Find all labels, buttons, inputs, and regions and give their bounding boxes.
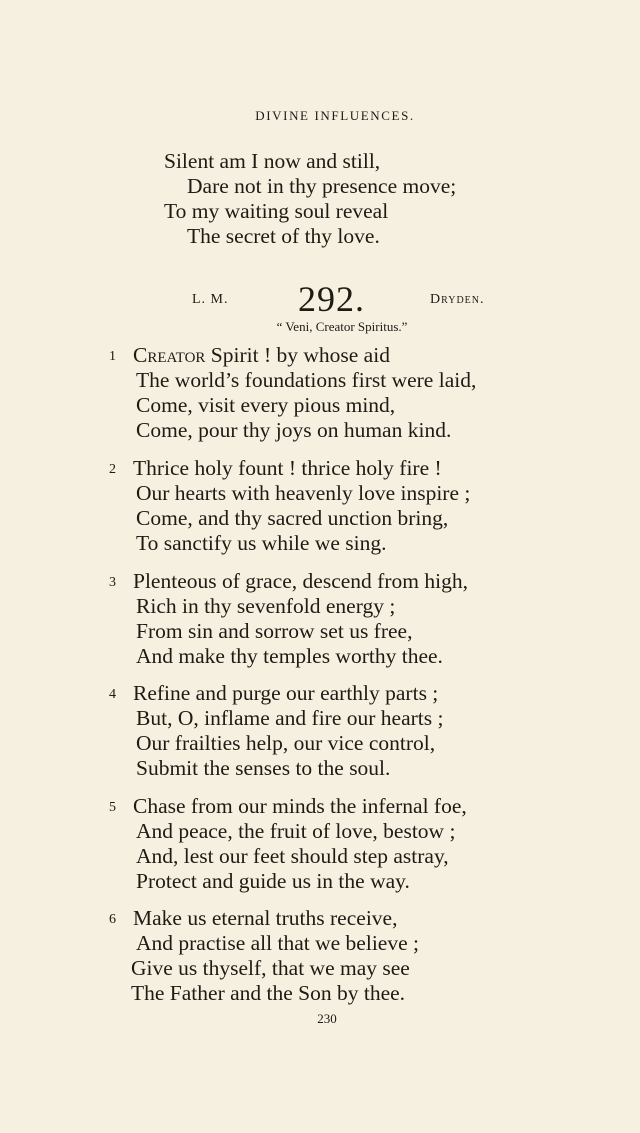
verse-line: And, lest our feet should step astray, bbox=[136, 844, 449, 868]
verse-line: Make us eternal truths receive, bbox=[133, 906, 398, 930]
verse-line: The secret of thy love. bbox=[187, 224, 380, 248]
stanza-number: 5 bbox=[109, 800, 116, 815]
verse-line: To my waiting soul reveal bbox=[164, 199, 389, 223]
stanza-number: 2 bbox=[109, 462, 116, 477]
page-number: 230 bbox=[317, 1011, 337, 1026]
hymn-number: 292. bbox=[298, 279, 365, 319]
verse-line: Rich in thy sevenfold energy ; bbox=[136, 594, 396, 618]
hymn-meter: L. M. bbox=[192, 292, 229, 307]
stanza-number: 4 bbox=[109, 687, 116, 702]
verse-line-rest: Spirit ! by whose aid bbox=[205, 343, 390, 367]
verse-line: The world’s foundations first were laid, bbox=[136, 368, 477, 392]
stanza-number: 3 bbox=[109, 575, 116, 590]
hymn-header bbox=[0, 278, 640, 319]
verse-line bbox=[133, 345, 390, 367]
verse-line: Give us thyself, that we may see bbox=[131, 956, 410, 980]
verse-line: Come, and thy sacred unction bring, bbox=[136, 506, 449, 530]
verse-line: And practise all that we believe ; bbox=[136, 931, 419, 955]
verse-line: Our hearts with heavenly love inspire ; bbox=[136, 481, 471, 505]
hymn-author: Dryden. bbox=[430, 292, 485, 307]
running-head: DIVINE INFLUENCES. bbox=[255, 108, 415, 123]
verse-line: The Father and the Son by thee. bbox=[131, 981, 406, 1005]
verse-line: Thrice holy fount ! thrice holy fire ! bbox=[133, 456, 442, 480]
verse-line: And make thy temples worthy thee. bbox=[136, 644, 443, 668]
verse-line: Refine and purge our earthly parts ; bbox=[133, 681, 439, 705]
verse-line: Submit the senses to the soul. bbox=[136, 756, 391, 780]
hymn-subtitle: “ Veni, Creator Spiritus.” bbox=[276, 319, 408, 334]
verse-line: Plenteous of grace, descend from high, bbox=[133, 569, 468, 593]
verse-line: Come, pour thy joys on human kind. bbox=[136, 418, 452, 442]
verse-line: And peace, the fruit of love, bestow ; bbox=[136, 819, 456, 843]
verse-line: Dare not in thy presence move; bbox=[187, 174, 457, 198]
verse-line: Our frailties help, our vice control, bbox=[136, 731, 436, 755]
verse-line: From sin and sorrow set us free, bbox=[136, 619, 413, 643]
first-word: Creator bbox=[133, 343, 206, 367]
verse-line: To sanctify us while we sing. bbox=[136, 531, 387, 555]
verse-line: But, O, inflame and fire our hearts ; bbox=[136, 706, 444, 730]
verse-line: Silent am I now and still, bbox=[164, 149, 381, 173]
stanza-number: 6 bbox=[109, 912, 116, 927]
stanza-number: 1 bbox=[109, 349, 116, 364]
verse-line: Protect and guide us in the way. bbox=[136, 869, 410, 893]
verse-line: Chase from our minds the infernal foe, bbox=[133, 794, 467, 818]
verse-line: Come, visit every pious mind, bbox=[136, 393, 396, 417]
